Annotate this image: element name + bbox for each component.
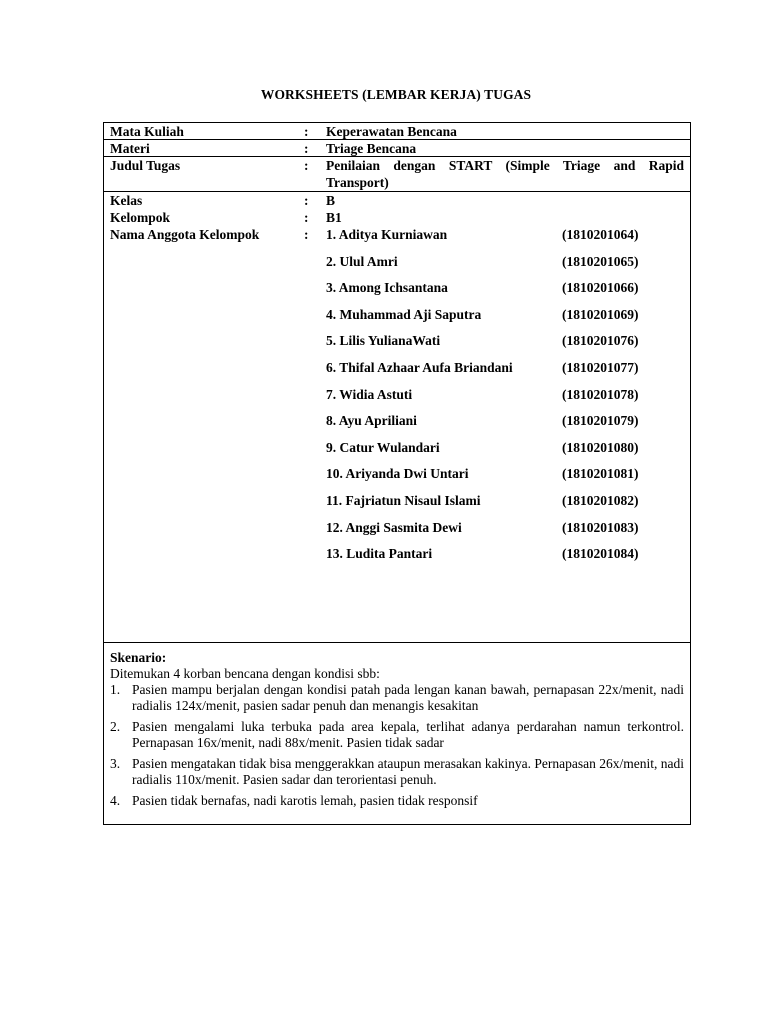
list-item: [326, 359, 686, 386]
value-judul-tugas: Penilaian dengan START (Simple Triage and Rapid Transport): [326, 158, 684, 190]
label-judul-tugas: Judul Tugas: [110, 158, 181, 173]
member-nim: (1810201084): [562, 546, 639, 562]
member-nim: (1810201081): [562, 466, 639, 482]
member-list: [326, 226, 686, 572]
member-name: 1. Aditya Kurniawan: [326, 227, 448, 242]
list-item: [326, 386, 686, 413]
row-judul-tugas: [104, 157, 690, 192]
member-nim: (1810201064): [562, 227, 639, 242]
member-name: 11. Fajriatun Nisaul Islami: [326, 492, 481, 508]
list-item: [326, 545, 686, 572]
member-name: 5. Lilis YulianaWati: [326, 333, 441, 349]
member-nim: (1810201080): [562, 439, 639, 455]
list-item: [326, 439, 686, 466]
list-item: [326, 519, 686, 546]
list-item: [326, 492, 686, 519]
member-name: 12. Anggi Sasmita Dewi: [326, 519, 462, 535]
label-kelompok: Kelompok: [110, 210, 171, 225]
list-item: [110, 793, 684, 809]
row-mata-kuliah: [104, 123, 690, 140]
member-nim: (1810201082): [562, 492, 639, 508]
member-nim: (1810201079): [562, 413, 639, 429]
separator: :: [304, 141, 309, 156]
label-nama-anggota: Nama Anggota Kelompok: [110, 227, 260, 242]
list-item: [326, 306, 686, 333]
row-materi: [104, 140, 690, 157]
item-text: Pasien tidak bernafas, nadi karotis lemah, pasien tidak responsif: [132, 793, 478, 808]
value-mata-kuliah: Keperawatan Bencana: [326, 124, 457, 139]
scenario-section: [104, 643, 690, 824]
item-number: 4.: [110, 793, 121, 808]
scenario-heading: Skenario:: [110, 650, 167, 665]
list-item: [110, 756, 684, 788]
list-item: [326, 253, 686, 280]
member-nim: (1810201083): [562, 519, 639, 535]
item-number: 2.: [110, 719, 121, 734]
member-name: 3. Among Ichsantana: [326, 280, 448, 296]
item-text: Pasien mengatakan tidak bisa menggerakkan ataupun merasakan kakinya. Pernapasan 26x/menit, nadi radialis 110x/menit. Pasien sadar dan terorientasi penuh.: [132, 756, 684, 787]
member-nim: (1810201078): [562, 386, 639, 402]
label-materi: Materi: [110, 141, 150, 156]
member-name: 7. Widia Astuti: [326, 386, 413, 402]
list-item: [326, 279, 686, 306]
value-kelompok: B1: [326, 210, 342, 225]
member-name: 10. Ariyanda Dwi Untari: [326, 466, 469, 482]
item-text: Pasien mengalami luka terbuka pada area kepala, terlihat adanya perdarahan namun terkontrol. Pernapasan 16x/menit, nadi 88x/menit. Pasien tidak sadar: [132, 719, 684, 750]
worksheet-table: [103, 122, 691, 825]
member-nim: (1810201076): [562, 333, 639, 349]
member-name: 6. Thifal Azhaar Aufa Briandani: [326, 359, 513, 375]
member-nim: (1810201065): [562, 253, 639, 269]
list-item: [326, 332, 686, 359]
member-name: 4. Muhammad Aji Saputra: [326, 306, 482, 322]
item-number: 3.: [110, 756, 121, 771]
member-name: 13. Ludita Pantari: [326, 546, 433, 562]
list-item: [110, 719, 684, 751]
scenario-list: [110, 682, 684, 809]
list-item: [326, 226, 686, 253]
separator: :: [304, 158, 309, 173]
member-nim: (1810201066): [562, 280, 639, 296]
document-title: WORKSHEETS (LEMBAR KERJA) TUGAS: [260, 87, 532, 102]
separator: :: [304, 210, 309, 225]
separator: :: [304, 193, 309, 208]
separator: :: [304, 227, 309, 242]
member-nim: (1810201069): [562, 306, 639, 322]
scenario-intro: Ditemukan 4 korban bencana dengan kondisi sbb:: [110, 666, 380, 681]
separator: :: [304, 124, 309, 139]
label-mata-kuliah: Mata Kuliah: [110, 124, 184, 139]
list-item: [326, 465, 686, 492]
member-name: 8. Ayu Apriliani: [326, 413, 417, 429]
member-nim: (1810201077): [562, 359, 639, 375]
row-kelas-kelompok-anggota: [104, 192, 690, 643]
list-item: [326, 412, 686, 439]
member-name: 9. Catur Wulandari: [326, 439, 440, 455]
value-materi: Triage Bencana: [326, 141, 417, 156]
value-kelas: B: [326, 193, 336, 208]
member-name: 2. Ulul Amri: [326, 253, 398, 269]
label-kelas: Kelas: [110, 193, 143, 208]
item-text: Pasien mampu berjalan dengan kondisi patah pada lengan kanan bawah, pernapasan 22x/menit, nadi radialis 124x/menit, pasien sadar penuh dan menangis kesakitan: [132, 682, 684, 713]
list-item: [110, 682, 684, 714]
item-number: 1.: [110, 682, 121, 697]
